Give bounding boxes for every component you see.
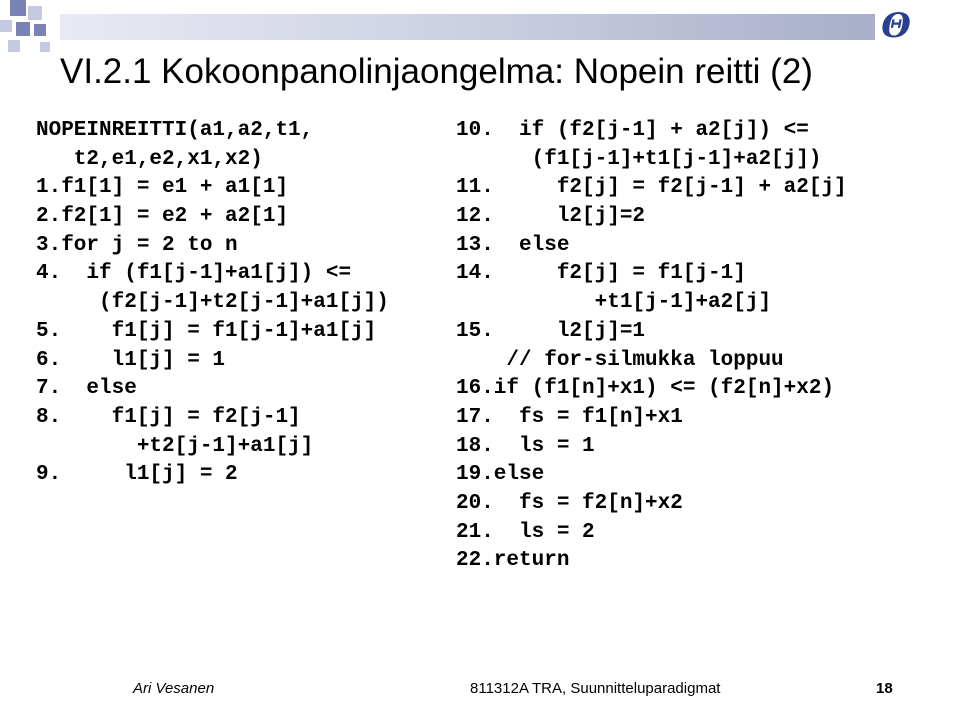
code-line: 22.return: [456, 549, 570, 573]
code-line: 7. else: [36, 377, 137, 401]
code-line: 5. f1[j] = f1[j-1]+a1[j]: [36, 319, 377, 343]
code-line: // for-silmukka loppuu: [456, 348, 784, 372]
pseudocode-left-column: [36, 117, 389, 490]
corner-square: [28, 6, 42, 20]
code-line: t2,e1,e2,x1,x2): [36, 147, 263, 171]
corner-square: [0, 20, 12, 32]
code-line: 6. l1[j] = 1: [36, 348, 226, 372]
code-line: 9. l1[j] = 2: [36, 463, 238, 487]
code-line: 12. l2[j]=2: [456, 205, 646, 229]
code-line: 4. if (f1[j-1]+a1[j]) <=: [36, 262, 352, 286]
code-line: 21. ls = 2: [456, 520, 595, 544]
code-line: 17. fs = f1[n]+x1: [456, 405, 683, 429]
pseudocode-right-column: [456, 117, 847, 576]
corner-square: [8, 40, 20, 52]
code-line: 8. f1[j] = f2[j-1]: [36, 405, 301, 429]
corner-decoration: [0, 0, 60, 60]
code-line: +t2[j-1]+a1[j]: [36, 434, 314, 458]
code-line: 13. else: [456, 233, 570, 257]
code-line: 18. ls = 1: [456, 434, 595, 458]
corner-square: [16, 22, 30, 36]
corner-square: [40, 42, 50, 52]
theta-logo-icon: Θ: [881, 6, 911, 46]
code-line: (f2[j-1]+t2[j-1]+a1[j]): [36, 291, 389, 315]
code-line: 20. fs = f2[n]+x2: [456, 491, 683, 515]
code-line: 14. f2[j] = f1[j-1]: [456, 262, 746, 286]
code-line: 10. if (f2[j-1] + a2[j]) <=: [456, 119, 809, 142]
code-line: 1.f1[1] = e1 + a1[1]: [36, 176, 289, 200]
page-number: 18: [876, 680, 893, 697]
code-line: (f1[j-1]+t1[j-1]+a2[j]): [456, 147, 822, 171]
corner-square: [10, 0, 26, 16]
header-bar: [60, 14, 875, 40]
code-line: 19.else: [456, 463, 545, 487]
footer-author: Ari Vesanen: [133, 680, 215, 697]
code-line: 2.f2[1] = e2 + a2[1]: [36, 205, 289, 229]
code-line: 11. f2[j] = f2[j-1] + a2[j]: [456, 176, 847, 200]
code-line: NOPEINREITTI(a1,a2,t1,: [36, 119, 314, 142]
footer-course: 811312A TRA, Suunnitteluparadigmat: [470, 680, 721, 697]
code-line: 3.for j = 2 to n: [36, 233, 238, 257]
corner-square: [34, 24, 46, 36]
code-line: 15. l2[j]=1: [456, 319, 646, 343]
code-line: 16.if (f1[n]+x1) <= (f2[n]+x2): [456, 377, 835, 401]
code-line: +t1[j-1]+a2[j]: [456, 291, 772, 315]
slide-title: VI.2.1 Kokoonpanolinjaongelma: Nopein reitti (2): [60, 52, 813, 91]
